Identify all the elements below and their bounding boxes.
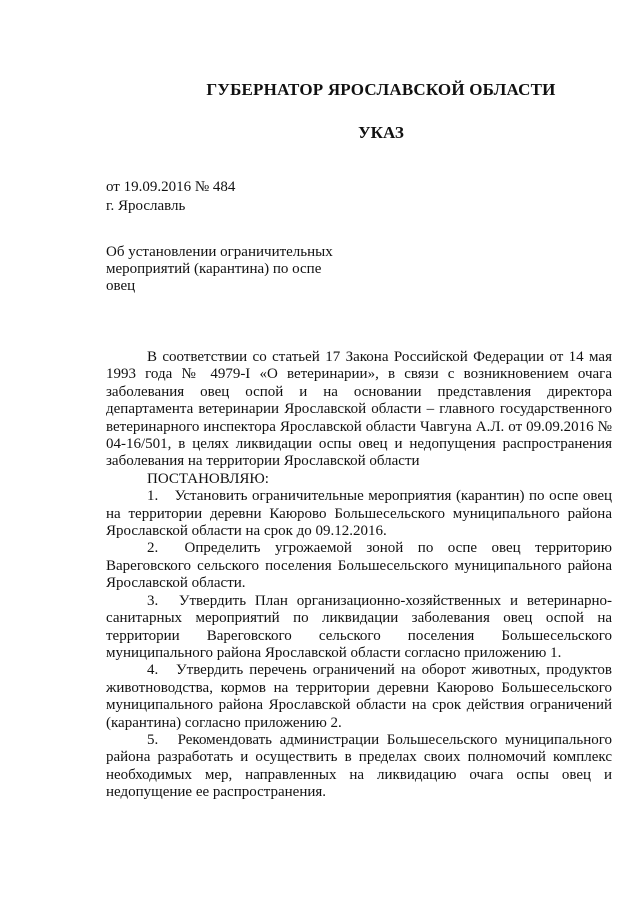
item-text: Рекомендовать администрации Большесельского муниципального района разработать и осуществить в пределах своих полномочий комплекс необходимых мер, направленных на ликвидацию очага оспы овец и недопущение ее распространения. <box>106 731 612 801</box>
item-number: 4. <box>147 662 159 679</box>
decree-word: ПОСТАНОВЛЯЮ: <box>147 470 269 487</box>
decree-item <box>106 662 612 732</box>
document-title: ГУБЕРНАТОР ЯРОСЛАВСКОЙ ОБЛАСТИ <box>206 80 556 99</box>
preamble-paragraph: В соответствии со статьей 17 Закона Российской Федерации от 14 мая 1993 года № 4979-I «О ветеринарии», в связи с возникновением очага заболевания овец оспой и на основании представления директора департамента ветеринарии Ярославской области – главного государственного ветеринарного инспектора Ярославской области Чавгуна А.Л. от 09.09.2016 № 04-16/501, в целях ликвидации оспы овец и недопущения распространения заболевания на территории Ярославской области <box>106 349 612 470</box>
decree-item <box>106 732 612 802</box>
decree-item <box>106 540 612 592</box>
item-number: 3. <box>147 592 159 609</box>
subject-line: овец <box>106 278 136 294</box>
subject-line: Об установлении ограничительных <box>106 244 333 260</box>
item-number: 1. <box>147 488 159 505</box>
document-subject <box>106 244 346 295</box>
item-text: Утвердить План организационно-хозяйственных и ветеринарно-санитарных мероприятий по ликвидации заболевания овец оспой на территории Вареговского сельского поселения Большесельского муниципального района Ярославской области согласно приложению 1. <box>106 592 612 661</box>
item-text: Определить угрожаемой зоной по оспе овец территорию Вареговского сельского поселения Большесельского муниципального района Ярославской области. <box>106 540 612 592</box>
decree-item <box>106 593 612 663</box>
document-body <box>106 349 612 802</box>
document-type: УКАЗ <box>358 123 404 142</box>
subject-line: мероприятий (карантина) по оспе <box>106 261 322 277</box>
item-text: Установить ограничительные мероприятия (карантин) по оспе овец на территории деревни Каюрово Большесельского муниципального района Ярославской области на срок до 09.12.2016. <box>106 488 613 540</box>
item-number: 5. <box>147 731 159 748</box>
document-meta <box>106 178 366 216</box>
city: г. Ярославль <box>106 198 186 214</box>
item-number: 2. <box>147 540 159 557</box>
date-number: от 19.09.2016 № 484 <box>106 179 236 195</box>
item-text: Утвердить перечень ограничений на оборот животных, продуктов животноводства, кормов на территории деревни Каюрово Большесельского муниципального района Ярославской области на срок действия ограничений (карантина) согласно приложению 2. <box>106 662 612 731</box>
decree-item <box>106 488 612 540</box>
